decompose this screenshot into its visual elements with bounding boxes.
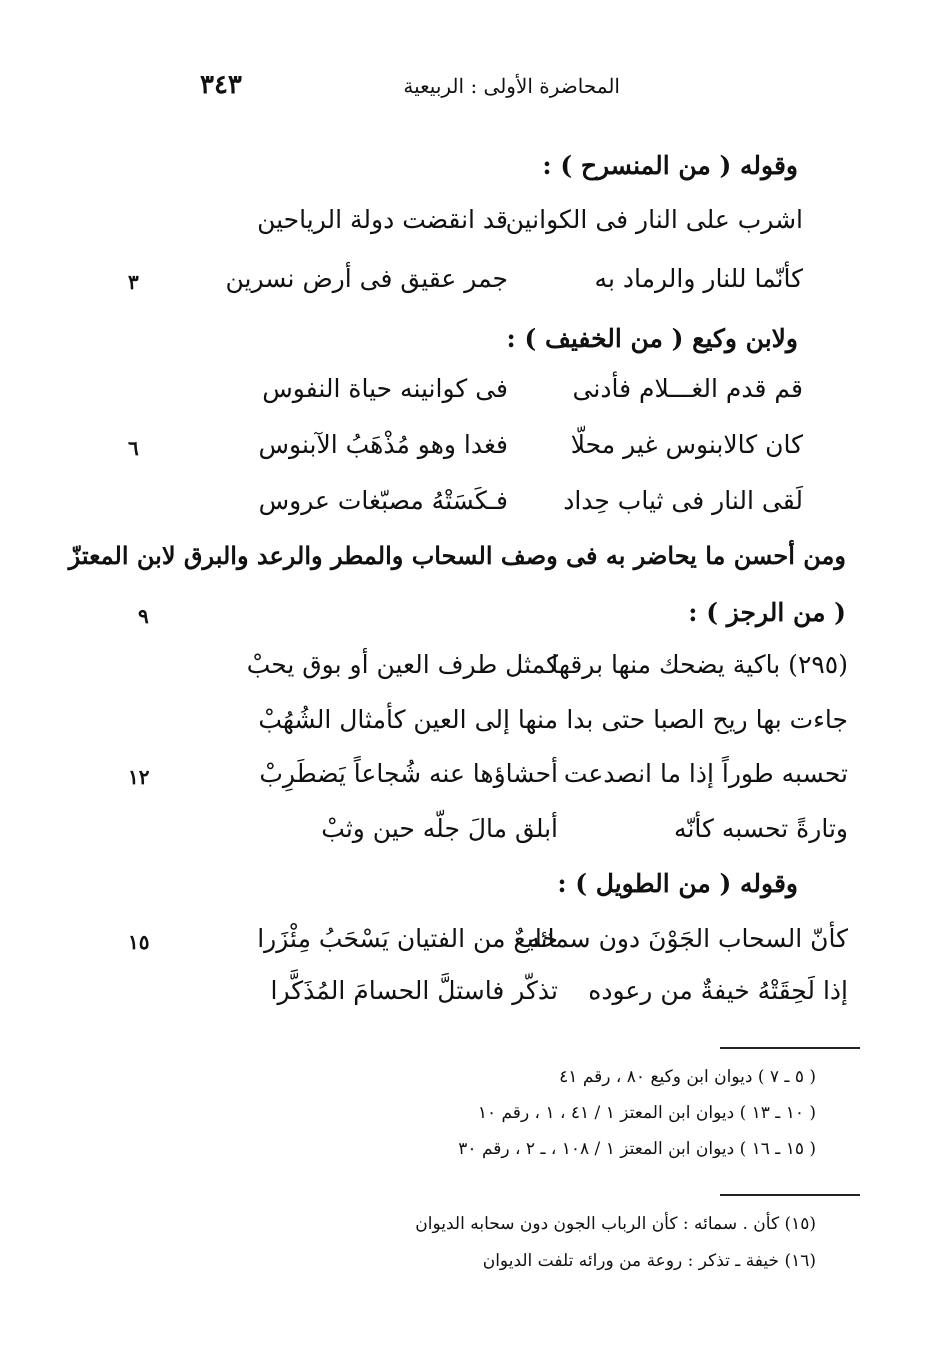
- verse-second-hemistich: كمثل طرف العين أو بوق يحبْ: [246, 650, 558, 679]
- verse-second-hemistich: فى كوانينه حياة النفوس: [262, 374, 508, 403]
- verse-second-hemistich: تذكّر فاستلَّ الحسامَ المُذَكَّرا: [270, 976, 558, 1005]
- intro-line: ولابن وكيع ( من الخفيف ) :: [506, 324, 798, 353]
- verse: [225, 262, 848, 302]
- source-note: ( ٥ ـ ٧ ) ديوان ابن وكيع ٨٠ ، رقم ٤١: [559, 1067, 816, 1087]
- verse-first-hemistich: إذا لَحِقَتْهُ خيفةٌ من رعوده: [588, 976, 848, 1005]
- verse-second-hemistich: منها إلى العين كأمثال الشُهُبْ: [258, 705, 558, 734]
- footnote-divider: [720, 1047, 860, 1049]
- verse-first-hemistich: كان كالابنوس غير محلّا: [570, 430, 803, 459]
- verse-first-hemistich: تحسبه طوراً إذا ما انصدعت: [563, 759, 848, 788]
- verse: [228, 428, 848, 468]
- verse-first-hemistich: (٢٩٥) باكية يضحك منها برقها: [551, 650, 848, 679]
- intro-line: ومن أحسن ما يحاضر به فى وصف السحاب والمطر والرعد والبرق لابن المعتزّ: [68, 541, 846, 570]
- page-number: ٣٤٣: [200, 70, 242, 100]
- verse: [228, 703, 848, 743]
- intro-line: وقوله ( من الطويل ) :: [557, 869, 798, 898]
- verse-second-hemistich: أحشاؤها عنه شُجاعاً يَضطَرِبْ: [259, 759, 558, 788]
- line-number: ١٥: [128, 930, 150, 954]
- verse-second-hemistich: قد انقضت دولة الرياحين: [257, 205, 508, 234]
- verse: [228, 974, 848, 1014]
- line-number: ١٢: [128, 765, 150, 789]
- verse: [228, 812, 848, 852]
- footnote-divider: [720, 1194, 860, 1196]
- source-note: ( ١٠ ـ ١٣ ) ديوان ابن المعتز ١ / ٤١ ، ١ ، رقم ١٠: [477, 1103, 816, 1123]
- verse: [228, 922, 848, 962]
- variant-note: (١٦) خيفة ـ تذكر : روعة من ورائه تلفت الديوان: [482, 1251, 816, 1271]
- line-number: ٩: [138, 604, 149, 628]
- verse: [228, 757, 848, 797]
- verse-second-hemistich: جمر عقيق فى أرض نسرين: [225, 264, 508, 293]
- running-title: المحاضرة الأولى : الربيعية: [403, 74, 620, 98]
- verse-second-hemistich: فـكَسَتْهُ مصبّغات عروس: [258, 486, 508, 515]
- verse-second-hemistich: فغدا وهو مُذْهَبُ الآبنوس: [258, 430, 508, 459]
- verse-first-hemistich: لَقى النار فى ثياب حِداد: [563, 486, 803, 515]
- verse-first-hemistich: كأنّما للنار والرماد به: [594, 264, 803, 293]
- intro-line: وقوله ( من المنسرح ) :: [542, 151, 798, 180]
- verse-first-hemistich: وتارةً تحسبه كأنّه: [674, 814, 848, 843]
- variant-note: (١٥) كأن . سمائه : كأن الرباب الجون دون سحابه الديوان: [415, 1214, 816, 1234]
- verse-first-hemistich: كأنّ السحاب الجَوْنَ دون سمائه: [527, 924, 848, 953]
- source-note: ( ١٥ ـ ١٦ ) ديوان ابن المعتز ١ / ١٠٨ ، ـ ٢ ، رقم ٣٠: [458, 1139, 816, 1159]
- verse: [228, 484, 848, 524]
- verse-second-hemistich: خليعٌ من الفتيان يَسْحَبُ مِئْزَرا: [257, 924, 558, 953]
- verse: [228, 372, 848, 412]
- verse: [228, 648, 848, 688]
- verse-first-hemistich: جاءت بها ريح الصبا حتى بدا: [566, 705, 848, 734]
- page-header: [200, 70, 620, 110]
- verse-second-hemistich: أبلق مالَ جلّه حين وثبْ: [321, 814, 558, 843]
- line-number: ٣: [128, 270, 139, 294]
- line-number: ٦: [128, 436, 139, 460]
- verse-first-hemistich: اشرب على النار فى الكوانين: [505, 205, 803, 234]
- verse: [228, 203, 848, 243]
- meter-label: ( من الرجز ) :: [688, 598, 846, 627]
- verse-first-hemistich: قم قدم الغـــلام فأدنى: [572, 374, 803, 403]
